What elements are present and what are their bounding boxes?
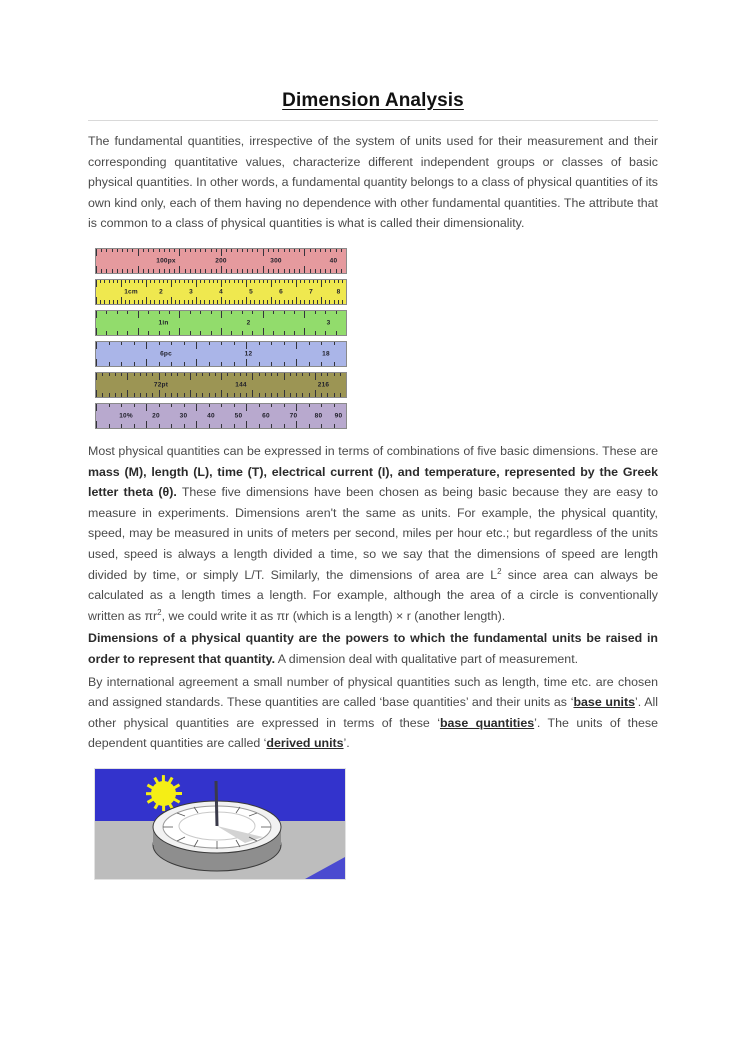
ruler-labels [96, 311, 346, 335]
par4-text-c: ’. The units of these dependent quantities are called ‘ [88, 715, 658, 751]
tick-major [346, 328, 347, 335]
ruler-label: 216 [317, 381, 330, 389]
tick-major [346, 266, 347, 273]
ruler-label: 70 [289, 412, 298, 420]
par2-text-b: These five dimensions have been chosen as being basic because they are easy to measure in experiments. Dimensions aren't the same as units. For example, the physical quantity, speed, may be measured in units of meters per second, miles per hour etc.; but regardless of the units used, speed is always a length divided a time, so we say that the dimensions of speed are length divided by time, or simply L/T. Similarly, the dimensions of area are L [88, 485, 658, 582]
ruler-label: 6 [279, 288, 283, 296]
sundial-figure [94, 768, 346, 880]
ruler-strip-picas [95, 341, 347, 367]
tick-major [346, 373, 347, 380]
ruler-label: 6pc [160, 350, 172, 358]
par4-text-d: ’. [343, 736, 350, 751]
ruler-label: 30 [179, 412, 188, 420]
tick-major [346, 311, 347, 318]
term-base-quantities: base quantities [439, 715, 535, 730]
ruler-label: 80 [314, 412, 323, 420]
tick-major [346, 280, 347, 287]
ruler-label: 3 [326, 319, 331, 327]
tick-major [346, 297, 347, 304]
ruler-label: 5 [249, 288, 253, 296]
document-content [88, 88, 658, 880]
ruler-label: 144 [235, 381, 247, 389]
ruler-label: 40 [207, 412, 215, 420]
ruler-strip-inches [95, 310, 347, 336]
ruler-label: 50 [234, 412, 243, 420]
multi-unit-ruler-figure [95, 248, 347, 429]
ruler-strip-pixels [95, 248, 347, 274]
ruler-label: 3 [189, 288, 193, 296]
par4-text-b: ’. All other physical quantities are expressed in terms of these ‘ [88, 695, 658, 730]
ruler-label: 1cm [124, 288, 138, 296]
tick-major [346, 342, 347, 349]
term-derived-units: derived units [266, 736, 344, 751]
sundial-drawing [95, 769, 345, 879]
ruler-label: 300 [270, 257, 282, 265]
par3-bold-definition: Dimensions of a physical quantity are the powers to which the fundamental units be raised in order to represent that quantity. [88, 631, 658, 666]
paragraph-base-units [88, 672, 658, 754]
ruler-label: 7 [309, 288, 313, 296]
ruler-label: 1in [158, 319, 169, 327]
tick-major [346, 421, 347, 428]
superscript-area-exponent: 2 [497, 566, 502, 576]
ruler-labels [96, 404, 346, 428]
ruler-strip-points [95, 372, 347, 398]
ruler-label: 90 [334, 412, 343, 420]
tick-major [346, 359, 347, 366]
superscript-pi-r-exponent: 2 [157, 607, 162, 617]
paragraph-basic-dimensions [88, 441, 658, 626]
par3-text-rest: A dimension deal with qualitative part of measurement. [275, 651, 579, 666]
ruler-label: 72pt [153, 381, 169, 389]
paragraph-intro: The fundamental quantities, irrespective of the system of units used for their measurement and their corresponding quantitative values, characterize different independent groups or classes of basic physical quantities. In other words, a fundamental quantity belongs to a class of physical quantities of its own kind only, each of them having no dependence with other fundamental quantities. The attribute that is common to a class of physical quantities is what is called their dimensionality. [88, 134, 658, 231]
ruler-strip-centimeters [95, 279, 347, 305]
tick-major [346, 390, 347, 397]
ruler-label: 2 [246, 319, 251, 327]
ruler-labels [96, 373, 346, 397]
ruler-label: 200 [215, 257, 227, 265]
ruler-label: 10% [119, 412, 133, 420]
ruler-label: 40 [329, 257, 338, 265]
ruler-label: 2 [159, 288, 163, 296]
title-divider [88, 120, 658, 121]
par2-text-d: , we could write it as πr (which is a length) × r (another length). [161, 608, 506, 623]
ruler-label: 20 [152, 412, 160, 420]
ruler-label: 4 [219, 288, 223, 296]
par2-text-c: since area can always be calculated as a length times a length. For example, although the area of a circle is conventionally written as πr [88, 567, 658, 623]
ruler-strip-percent [95, 403, 347, 429]
par2-text-a: Most physical quantities can be expressed in terms of combinations of five basic dimensions. These are [88, 443, 658, 458]
ruler-label: 60 [262, 412, 270, 420]
paragraph-definition [88, 628, 658, 669]
par2-bold-dimensions: mass (M), length (L), time (T), electrical current (I), and temperature, represented by the Greek letter theta (θ). [88, 464, 658, 500]
ruler-labels [96, 342, 346, 366]
ruler-labels [96, 280, 346, 304]
term-base-units: base units [573, 695, 636, 710]
ruler-label: 12 [244, 350, 253, 358]
ruler-label: 8 [336, 288, 341, 296]
page-title: Dimension Analysis [282, 90, 464, 111]
ruler-labels [96, 249, 346, 273]
tick-major [346, 249, 347, 256]
tick-major [346, 404, 347, 411]
par4-text-a: By international agreement a small number of physical quantities such as length, time etc. are chosen and assigned standards. These quantities are called ‘base quantities’ and their units as ‘ [88, 674, 658, 710]
ruler-label: 100px [156, 257, 176, 265]
ruler-label: 18 [322, 350, 330, 358]
